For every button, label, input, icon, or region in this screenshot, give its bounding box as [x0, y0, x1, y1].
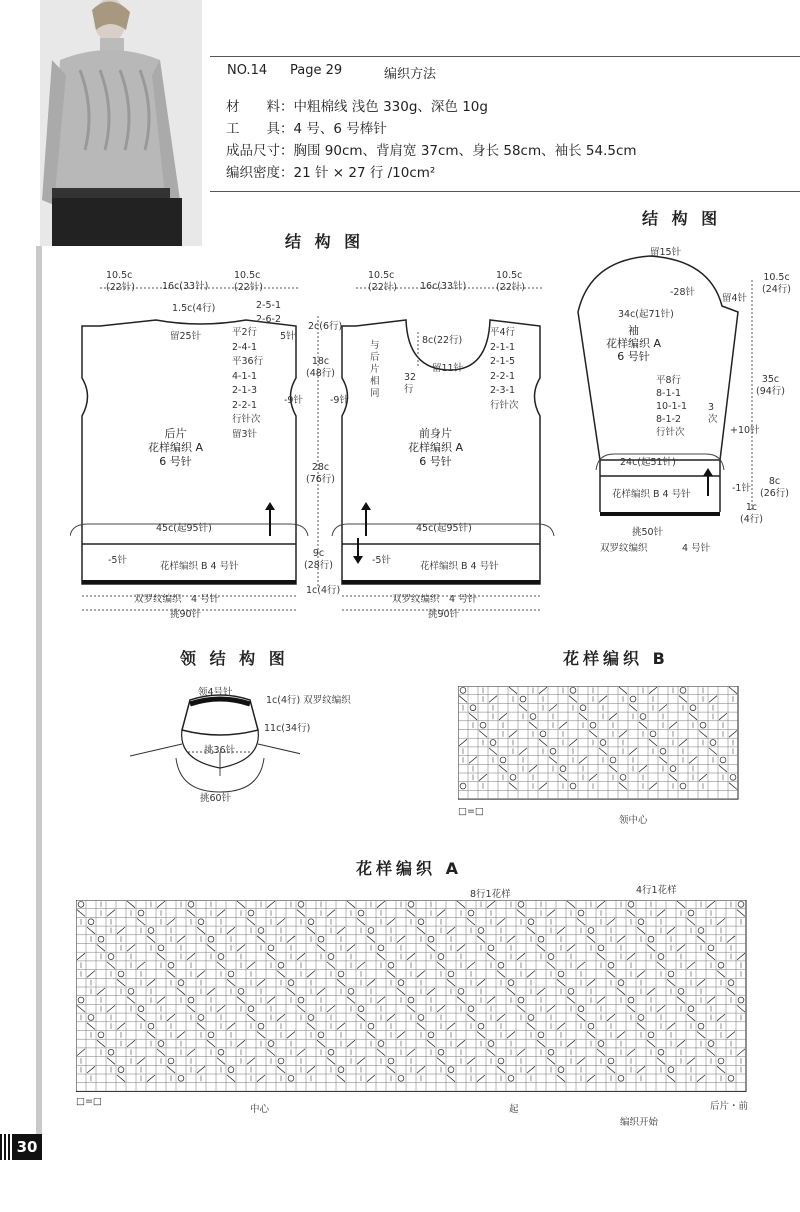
back-pick: 挑90针: [170, 609, 202, 620]
sleeve-times: 3次: [708, 402, 718, 425]
spec-list: [226, 96, 786, 184]
back-shoulder-a: 1.5c(4行): [172, 303, 216, 314]
back-top-right: 10.5c (22针): [234, 270, 264, 293]
spec-materials: 材 料：中粗棉线 浅色 330g、深色 10g: [226, 99, 488, 115]
back-top-mid: 16c(33针): [162, 281, 209, 292]
sleeve-label: 袖 花样编织 A 6 号针: [606, 324, 662, 363]
back-steps: 平2行 2-4-1 平36行 4-1-1 2-1-3 2-2-1 行针次 留3针: [232, 327, 264, 440]
spec-rule: [210, 191, 800, 192]
pattern-a-begin: 编织开始: [620, 1117, 659, 1128]
sleeve-steps: 平8行 8-1-1 10-1-1 8-1-2 行针次: [656, 375, 688, 438]
spec-gauge: 编织密度：21 针 × 27 行 /10cm²: [226, 165, 436, 181]
collar-title: 领 结 构 图: [180, 649, 289, 668]
pattern-a-back-front: 后片・前: [710, 1101, 749, 1112]
back-band: 花样编织 B 4 号针: [160, 561, 239, 572]
pattern-b-chart: [458, 686, 740, 800]
back-width: 45c(起95针): [156, 523, 212, 534]
front-neck-keep: 留11针: [432, 363, 464, 374]
sleeve-band: 花样编织 B 4 号针: [612, 489, 691, 500]
sleeve-rib: 双罗纹编织: [600, 543, 648, 554]
pattern-a-center: 中心: [250, 1104, 270, 1115]
pattern-a-title: 花样编织 A: [356, 859, 462, 878]
front-neck-c: 8c(22行): [422, 335, 463, 346]
back-top-left: 10.5c (22针): [106, 270, 136, 293]
pattern-a-chart: [76, 900, 752, 1092]
collar-needle: 领4号针: [198, 687, 233, 698]
front-same: 与后片相同: [370, 340, 380, 399]
back-h4: 9c (28行): [304, 548, 334, 571]
collar-pick36: 挑36针: [204, 745, 236, 756]
pattern-b-legend: □=□: [458, 806, 484, 817]
page-number: 30: [12, 1134, 42, 1160]
model-photo: [40, 0, 202, 246]
model-photo-figure: [40, 0, 202, 246]
sleeve-rib-needle: 4 号针: [682, 543, 711, 554]
back-h2: 18c (48行): [306, 356, 336, 379]
collar-pick60: 挑60针: [200, 793, 232, 804]
front-top-right: 10.5c (22针): [496, 270, 526, 293]
front-dec9: -9针: [330, 395, 349, 406]
front-top-left: 10.5c (22针): [368, 270, 398, 293]
back-h1: 2c(6行): [308, 321, 343, 332]
sleeve-plus10: +10针: [730, 425, 760, 436]
sleeve-minus1: -1针: [732, 483, 751, 494]
left-margin-bar: [36, 246, 42, 1136]
back-shoulder-d: 5针: [280, 331, 296, 342]
sleeve-w34: 34c(起71针): [618, 309, 674, 320]
page-ref: Page 29: [290, 63, 343, 78]
spec-tools: 工 具：4 号、6 号棒针: [226, 121, 387, 137]
sleeve-pick: 挑50针: [632, 527, 664, 538]
sleeve-leave4: 留4针: [722, 293, 748, 304]
front-rib: 双罗纹编织 4 号针: [392, 594, 478, 605]
sleeve-h8: 8c (26行): [760, 476, 790, 499]
pattern-b-title: 花样编织 B: [563, 649, 669, 668]
sleeve-h1: 1c (4行): [740, 502, 763, 525]
front-steps: 平4行 2-1-1 2-1-5 2-2-1 2-3-1 行针次: [490, 327, 519, 411]
back-h3: 28c (76行): [306, 462, 336, 485]
page-tab-stripe: [0, 1134, 10, 1160]
pattern-a-start: 起: [509, 1104, 519, 1115]
back-h5: 1c(4行): [306, 585, 341, 596]
back-neck-keep: 留25针: [170, 331, 202, 342]
back-minus5: -5针: [108, 555, 127, 566]
structure-title-right: 结 构 图: [642, 209, 722, 228]
back-shoulder-b: 2-5-1: [256, 300, 281, 311]
front-rows32: 32行: [404, 372, 417, 395]
pattern-a-legend: □=□: [76, 1096, 102, 1107]
spec-size: 成品尺寸：胸围 90cm、背肩宽 37cm、身长 58cm、袖长 54.5cm: [226, 143, 637, 159]
front-pick: 挑90针: [428, 609, 460, 620]
pattern-number: NO.14: [227, 63, 268, 78]
pattern-b-center: 领中心: [619, 815, 648, 826]
pattern-a-rep4: 4行1花样: [636, 885, 677, 896]
sleeve-top: 留15针: [650, 247, 682, 258]
sleeve-w24: 24c(起51针): [620, 457, 676, 468]
front-width: 45c(起95针): [416, 523, 472, 534]
front-minus5: -5针: [372, 555, 391, 566]
header-rule: [210, 56, 800, 57]
collar-rib: 1c(4行) 双罗纹编织: [266, 695, 351, 706]
collar-height: 11c(34行): [264, 723, 311, 734]
front-band: 花样编织 B 4 号针: [420, 561, 499, 572]
sleeve-h10: 10.5c (24行): [762, 272, 792, 295]
back-label: 后片 花样编织 A 6 号针: [148, 427, 204, 468]
structure-title-left: 结 构 图: [285, 232, 365, 251]
method-title: 编织方法: [384, 67, 437, 82]
back-rib: 双罗纹编织 4 号针: [134, 594, 220, 605]
sleeve-h35: 35c (94行): [756, 374, 786, 397]
back-dec9: -9针: [284, 395, 303, 406]
front-label: 前身片 花样编织 A 6 号针: [408, 427, 464, 468]
sleeve-dec28: -28针: [670, 287, 696, 298]
front-top-mid: 16c(33针): [420, 281, 467, 292]
back-shoulder-c: 2-6-2: [256, 314, 281, 325]
pattern-a-rep8: 8行1花样: [470, 889, 511, 900]
